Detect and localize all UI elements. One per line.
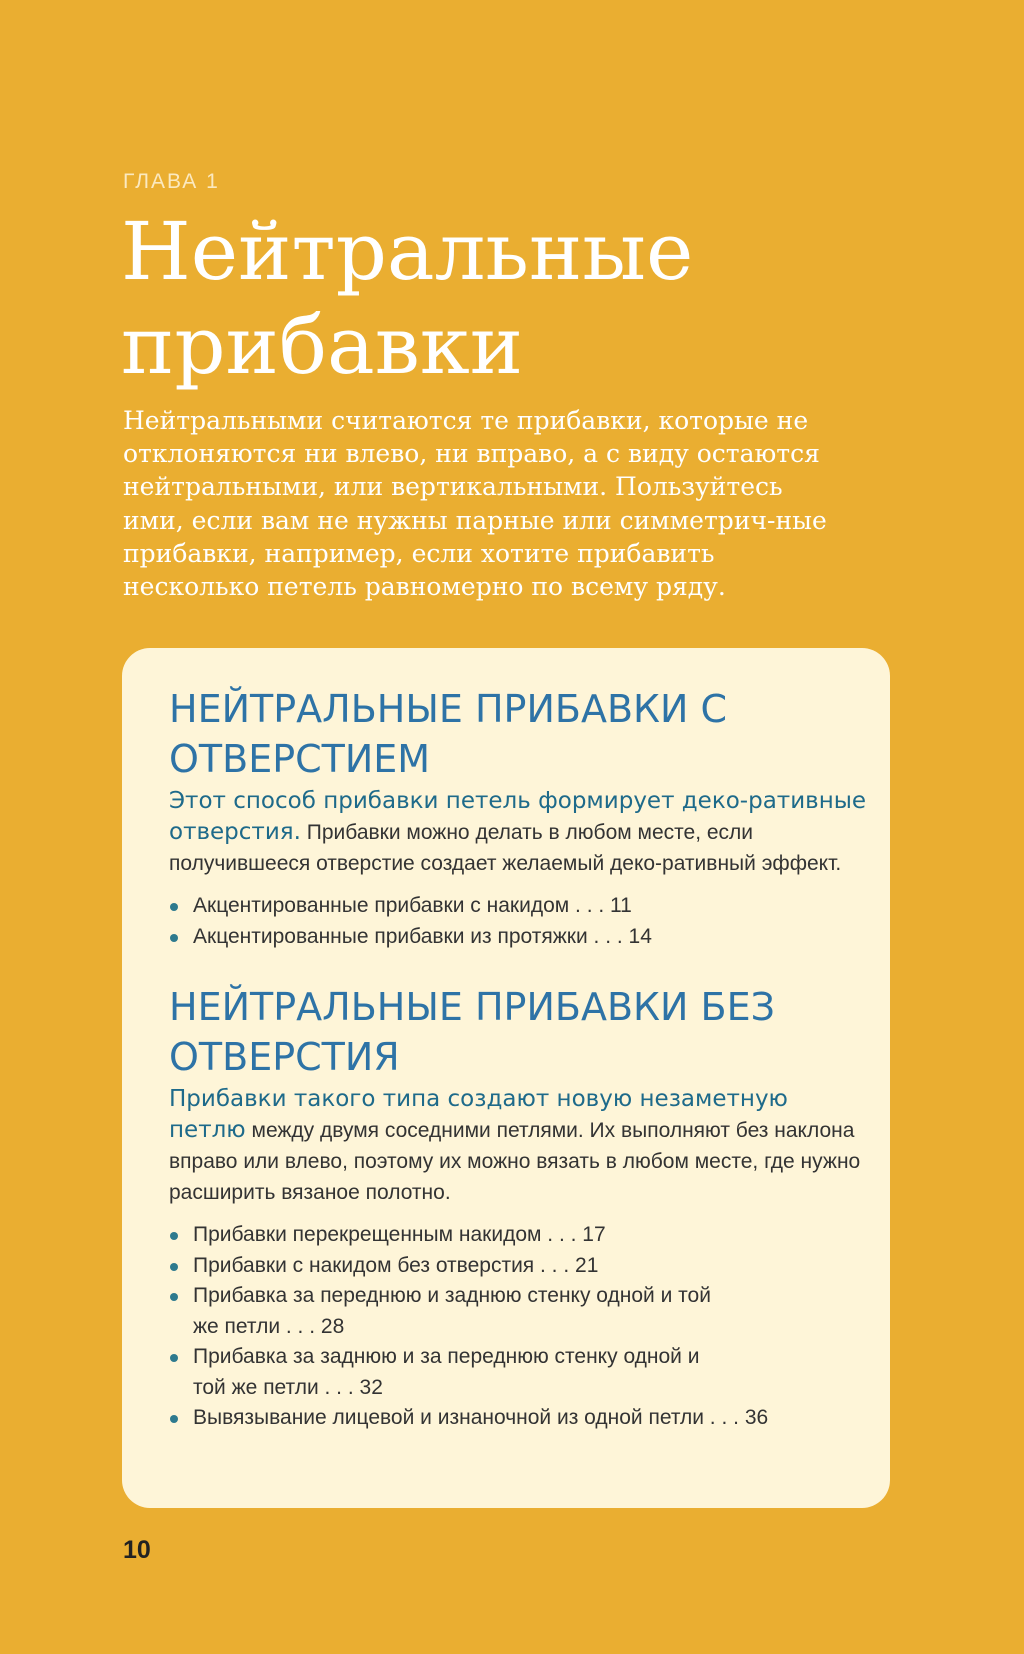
section-title: НЕЙТРАЛЬНЫЕ ПРИБАВКИ С ОТВЕРСТИЕМ [169, 687, 728, 781]
chapter-intro: Нейтральными считаются те прибавки, которые не отклоняются ни влево, ни вправо, а с виду остаются нейтральными, или вертикальными. Пользуйтесь ими, если вам не нужны парные или симметрич-ные прибавки, например, если хотите прибавить несколько петель равномерно по всему ряду. [123, 406, 827, 602]
section-without-hole [169, 982, 869, 1434]
list-item[interactable]: Прибавка за заднюю и за переднюю стенку одной и той же петли . . . 32 [169, 1342, 713, 1403]
list-item[interactable]: Прибавка за переднюю и заднюю стенку одной и той же петли . . . 28 [169, 1281, 713, 1342]
section-item-list [169, 1220, 869, 1434]
section-title: НЕЙТРАЛЬНЫЕ ПРИБАВКИ БЕЗ ОТВЕРСТИЯ [169, 985, 775, 1079]
list-item[interactable]: Прибавки с накидом без отверстия . . . 21 [169, 1251, 713, 1282]
contents-card [122, 648, 890, 1508]
section-description [169, 1084, 869, 1208]
section-text: между двумя соседними петлями. Их выполняют без наклона вправо или влево, поэтому их можно вязать в любом месте, где нужно расширить вязаное полотно. [169, 1119, 861, 1204]
list-item[interactable]: Вывязывание лицевой и изнаночной из одной петли . . . 36 [169, 1403, 853, 1434]
list-item[interactable]: Акцентированные прибавки с накидом . . . 11 [169, 891, 713, 922]
section-item-list [169, 891, 869, 952]
list-item[interactable]: Акцентированные прибавки из протяжки . . . 14 [169, 922, 713, 953]
page-title: Нейтральные прибавки [121, 205, 694, 392]
list-item[interactable]: Прибавки перекрещенным накидом . . . 17 [169, 1220, 713, 1251]
section-lead: Прибавки такого типа создают новую незаметную петлю [169, 1086, 788, 1143]
section-lead: Этот способ прибавки петель формирует деко-ративные отверстия. [169, 788, 867, 845]
page-number: 10 [123, 1536, 151, 1564]
section-with-hole [169, 684, 869, 952]
section-description [169, 786, 869, 879]
chapter-label: ГЛАВА 1 [123, 170, 220, 193]
section-text: Прибавки можно делать в любом месте, если получившееся отверстие создает желаемый деко-ративный эффект. [169, 821, 842, 875]
